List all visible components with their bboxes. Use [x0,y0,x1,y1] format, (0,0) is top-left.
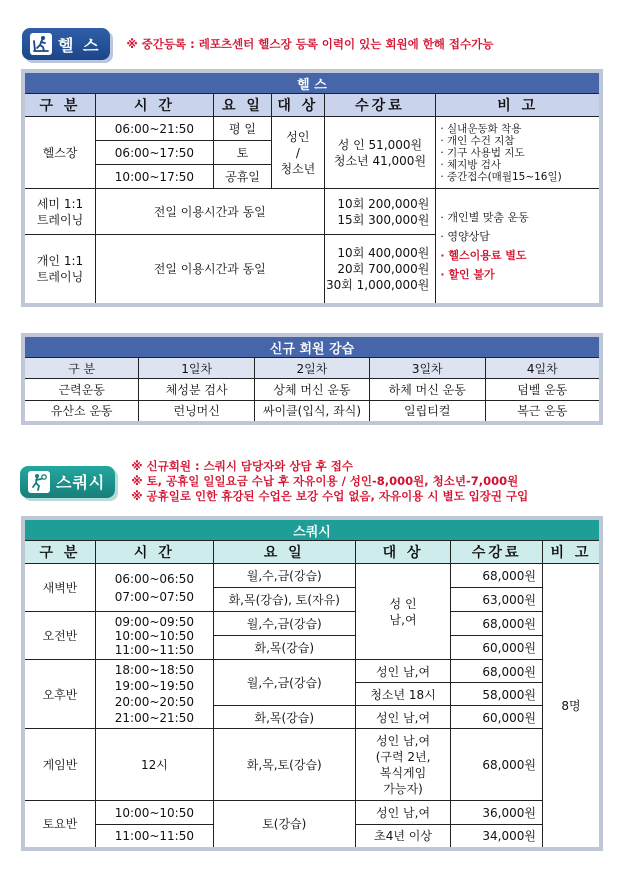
newmember-cell: 일립티컬 [369,401,485,423]
health-header-time: 시 간 [96,94,214,117]
saturday-day: 토(강습) [213,801,355,849]
private-training-fee [324,235,436,305]
dawn-fee: 63,000원 [451,588,543,612]
dawn-fee: 68,000원 [451,564,543,588]
gym-note: · 개인 수건 지참 [440,134,515,147]
squash-section-header [20,459,528,504]
gym-target-line: 성인 [286,129,310,144]
dawn-time: 07:00~07:50 [114,589,194,604]
semi-name-line: 트레이닝 [36,212,84,227]
gym-day-weekday: 평 일 [213,117,271,141]
afternoon-time: 21:00~21:50 [114,711,194,725]
afternoon-target: 성인 남,여 [355,660,451,683]
semi-training-time: 전일 이용시간과 동일 [96,189,325,235]
newmember-cell: 복근 운동 [485,401,601,423]
dawn-day: 월,수,금(강습) [213,564,355,588]
afternoon-time: 20:00~20:50 [114,695,194,709]
afternoon-target: 성인 남,여 [355,706,451,729]
saturday-target: 성인 남,여 [355,801,451,825]
newmember-header-category: 구 분 [23,358,139,379]
afternoon-fee: 68,000원 [451,660,543,683]
afternoon-class-name: 오후반 [23,660,95,729]
gym-time-holiday: 10:00~17:50 [96,165,214,189]
squash-header-time: 시 간 [95,541,213,564]
gym-note: · 기구 사용법 지도 [440,146,525,159]
newmember-caption: 신규 회원 강습 [23,335,601,358]
afternoon-time: 18:00~18:50 [114,663,194,677]
afternoon-day: 월,수,금(강습) [213,660,355,706]
newmember-table [21,333,603,425]
health-header-target: 대 상 [272,94,324,117]
squash-badge [20,466,115,498]
game-target-line: 복식게임 [379,765,427,780]
health-table [21,69,603,307]
dawn-time: 06:00~06:50 [114,571,194,586]
gym-notes [436,117,601,189]
gym-fee-line: 청소년 41,000원 [333,153,427,168]
afternoon-day: 화,목(강습) [213,706,355,729]
gym-day-saturday: 토 [213,141,271,165]
game-target-line: 성인 남,여 [376,733,431,748]
newmember-header-day1: 1일차 [139,358,255,379]
game-target-line: 가능자) [383,781,423,796]
newmember-cell: 체성분 검사 [139,379,255,401]
squash-header-note: 비 고 [542,541,601,564]
newmember-cell: 덤벨 운동 [485,379,601,401]
squash-notices [131,459,528,504]
shared-target-line: 성 인 [389,596,417,611]
treadmill-icon [30,33,52,55]
health-header-fee: 수강료 [324,94,436,117]
dawn-times [95,564,213,612]
morning-day: 월,수,금(강습) [213,612,355,636]
gym-note: · 중간접수(매월15~16일) [440,170,562,183]
semi-name-line: 세미 1:1 [36,196,84,211]
private-fee-line: 30회 1,000,000원 [325,277,430,292]
gym-fee-line: 성 인 51,000원 [337,137,423,152]
saturday-fee: 36,000원 [451,801,543,825]
private-fee-line: 20회 700,000원 [337,261,430,276]
private-training-time: 전일 이용시간과 동일 [96,235,325,305]
health-section-header [22,28,493,60]
training-note: · 영양상담 [440,229,490,243]
gym-day-holiday: 공휴일 [213,165,271,189]
squash-table-caption: 스쿼시 [23,518,601,541]
newmember-cell: 싸이클(입식, 좌식) [255,401,370,423]
gym-target [272,117,324,189]
gym-note: · 실내운동화 착용 [440,122,522,135]
saturday-time: 10:00~10:50 [95,801,213,825]
squash-notice: ※ 공휴일로 인한 휴강된 수업은 보강 수업 없음, 자유이용 시 별도 입장권 구입 [131,489,529,503]
morning-time: 10:00~10:50 [114,628,194,643]
training-note-fee-separate: · 헬스이용료 별도 [440,248,527,262]
morning-class-name: 오전반 [23,612,95,660]
gym-note: · 체지방 검사 [440,158,502,171]
newmember-cell: 하체 머신 운동 [369,379,485,401]
gym-name: 헬스장 [23,117,96,189]
shared-target [355,564,451,660]
gym-target-line: 청소년 [280,161,316,176]
saturday-class-name: 토요반 [23,801,95,849]
gym-time-saturday: 06:00~17:50 [96,141,214,165]
squash-header-category: 구 분 [23,541,95,564]
training-note: · 개인별 맞춤 운동 [440,210,529,224]
squash-header-fee: 수강료 [451,541,543,564]
game-day: 화,목,토(강습) [213,729,355,801]
health-badge-label: 헬 스 [58,35,101,55]
game-fee: 68,000원 [451,729,543,801]
squash-notice: ※ 토, 공휴일 일일요금 수납 후 자유이용 / 성인-8,000원, 청소년-7,000원 [131,474,519,488]
newmember-cell: 근력운동 [23,379,139,401]
semi-training-fee [324,189,436,235]
squash-header-target: 대 상 [355,541,451,564]
morning-day: 화,목(강습) [213,636,355,660]
newmember-header-day4: 4일차 [485,358,601,379]
newmember-cell: 유산소 운동 [23,401,139,423]
afternoon-time: 19:00~19:50 [114,679,194,693]
shared-target-line: 남,여 [389,612,417,627]
morning-times [95,612,213,660]
morning-fee: 68,000원 [451,612,543,636]
health-badge [22,28,110,60]
saturday-time: 11:00~11:50 [95,825,213,849]
private-training-name [23,235,96,305]
dawn-day: 화,목(강습), 토(자유) [213,588,355,612]
gym-target-line: / [295,145,300,160]
saturday-fee: 34,000원 [451,825,543,849]
newmember-cell: 런닝머신 [139,401,255,423]
squash-notice: ※ 신규회원 : 스쿼시 담당자와 상담 후 접수 [131,459,353,473]
afternoon-target: 청소년 18시 [355,683,451,706]
training-note-no-discount: · 할인 불가 [440,267,495,281]
training-notes [436,189,601,305]
table-row [23,379,601,401]
private-name-line: 트레이닝 [36,269,84,284]
table-row [23,401,601,423]
newmember-cell: 상체 머신 운동 [255,379,370,401]
saturday-target: 초4년 이상 [355,825,451,849]
game-class-name: 게임반 [23,729,95,801]
morning-fee: 60,000원 [451,636,543,660]
dawn-class-name: 새벽반 [23,564,95,612]
squash-note: 8명 [542,564,601,849]
squash-table [21,516,603,851]
gym-fee [324,117,436,189]
newmember-header-day2: 2일차 [255,358,370,379]
afternoon-fee: 60,000원 [451,706,543,729]
squash-header-day: 요 일 [213,541,355,564]
game-time: 12시 [95,729,213,801]
game-target [355,729,451,801]
health-header-note: 비 고 [436,94,601,117]
game-target-line: (구력 2년, [375,749,431,764]
semi-fee-line: 10회 200,000원 [337,196,430,211]
private-name-line: 개인 1:1 [36,253,84,268]
health-table-caption: 헬 스 [23,71,601,94]
health-header-category: 구 분 [23,94,96,117]
squash-badge-label: 스쿼시 [56,473,106,492]
morning-time: 09:00~09:50 [114,614,194,629]
health-header-day: 요 일 [213,94,271,117]
afternoon-times [95,660,213,729]
afternoon-fee: 58,000원 [451,683,543,706]
health-notice: ※ 중간등록 : 레포츠센터 헬스장 등록 이력이 있는 회원에 한해 접수가능 [126,36,494,51]
newmember-header-day3: 3일차 [369,358,485,379]
squash-player-icon [28,471,50,493]
semi-fee-line: 15회 300,000원 [337,212,430,227]
morning-time: 11:00~11:50 [114,642,194,657]
private-fee-line: 10회 400,000원 [337,245,430,260]
gym-time-weekday: 06:00~21:50 [96,117,214,141]
semi-training-name [23,189,96,235]
